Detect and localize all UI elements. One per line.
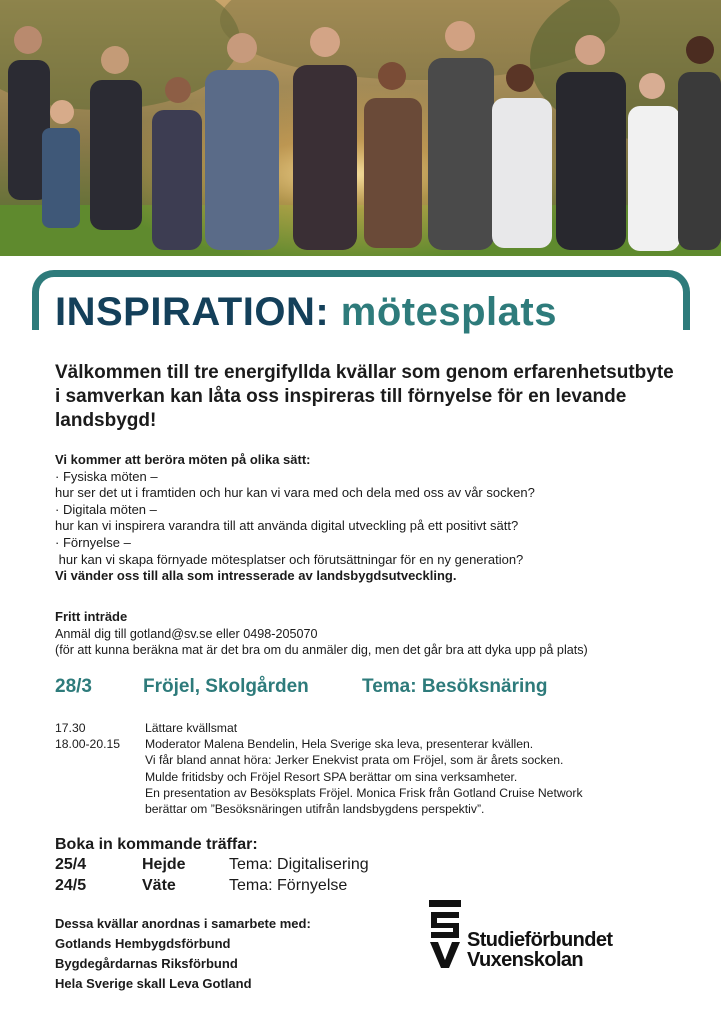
entry-section — [55, 609, 695, 659]
topic-1-label: · Fysiska möten – — [55, 468, 158, 484]
topic-3-text: hur kan vi skapa förnyade mötesplatser och förutsättningar för en ny generation? — [55, 551, 524, 567]
event-place: Fröjel, Skolgården — [143, 676, 309, 697]
booking-date: 24/5 — [55, 877, 87, 894]
partner-item: Bygdegårdarnas Riksförbund — [55, 956, 238, 971]
entry-signup: Anmäl dig till gotland@sv.se eller 0498-205070 — [55, 626, 318, 641]
schedule-time: 18.00-20.15 — [55, 737, 121, 752]
schedule-time: 17.30 — [55, 721, 86, 735]
logo-line-1: Studieförbundet — [467, 929, 613, 951]
page-title — [55, 290, 557, 335]
partners-section — [55, 914, 395, 994]
partners-heading: Dessa kvällar anordnas i samarbete med: — [55, 916, 311, 931]
booking-place: Hejde — [142, 856, 186, 873]
booking-place: Väte — [142, 877, 176, 894]
title-part-1: INSPIRATION: — [55, 290, 330, 334]
topics-heading: Vi kommer att beröra möten på olika sätt: — [55, 452, 311, 467]
entry-heading: Fritt inträde — [55, 609, 128, 624]
event-date: 28/3 — [55, 676, 92, 697]
schedule-desc: Moderator Malena Bendelin, Hela Sverige ska leva, presenterar kvällen. — [145, 737, 534, 752]
schedule-desc: Vi får bland annat höra: Jerker Enekvist prata om Fröjel, som är årets socken. — [145, 753, 564, 768]
booking-section — [55, 836, 455, 898]
schedule-row — [55, 736, 695, 817]
booking-row — [55, 856, 455, 877]
topic-2-text: hur kan vi inspirera varandra till att använda digital utveckling på ett positivt sätt? — [55, 518, 519, 534]
schedule-desc: En presentation av Besöksplats Fröjel. Monica Frisk från Gotland Cruise Network — [145, 785, 583, 800]
event-theme: Tema: Besöksnäring — [362, 676, 548, 697]
schedule-desc: Mulde fritidsby och Fröjel Resort SPA berättar om sina verksamheter. — [145, 769, 518, 784]
logo-line-2: Vuxenskolan — [467, 949, 584, 971]
topics-closing: Vi vänder oss till alla som intresserade av landsbygdsutveckling. — [55, 568, 457, 584]
booking-theme: Tema: Förnyelse — [229, 877, 348, 894]
schedule-row — [55, 720, 695, 736]
booking-theme: Tema: Digitalisering — [229, 856, 369, 873]
entry-note: (för att kunna beräkna mat är det bra om du anmäler dig, men det går bra att dyka upp på plats) — [55, 643, 588, 658]
topic-2-label: · Digitala möten – — [55, 501, 157, 517]
sv-logo-icon — [427, 898, 463, 970]
booking-heading: Boka in kommande träffar: — [55, 836, 258, 853]
topics-section — [55, 452, 695, 585]
schedule-desc: berättar om ”Besöksnäringen utifrån landsbygdens perspektiv”. — [145, 802, 485, 817]
topic-1-text: hur ser det ut i framtiden och hur kan vi vara med och dela med oss av vår socken? — [55, 485, 535, 501]
partner-item: Gotlands Hembygdsförbund — [55, 936, 231, 951]
topic-3-label: · Förnyelse – — [55, 534, 131, 550]
hero-illustration — [0, 0, 721, 256]
schedule — [55, 720, 695, 817]
partner-item: Hela Sverige skall Leva Gotland — [55, 976, 252, 991]
schedule-desc: Lättare kvällsmat — [145, 721, 238, 735]
intro-text: Välkommen till tre energifyllda kvällar som genom erfarenhetsutbyte i samverkan kan låta oss inspireras till förnyelse för en levande landsbygd! — [55, 362, 674, 431]
booking-row — [55, 877, 455, 898]
title-part-2: mötesplats — [340, 290, 557, 334]
sv-logo — [427, 898, 667, 970]
booking-date: 25/4 — [55, 856, 87, 873]
hero-photo — [0, 0, 721, 256]
